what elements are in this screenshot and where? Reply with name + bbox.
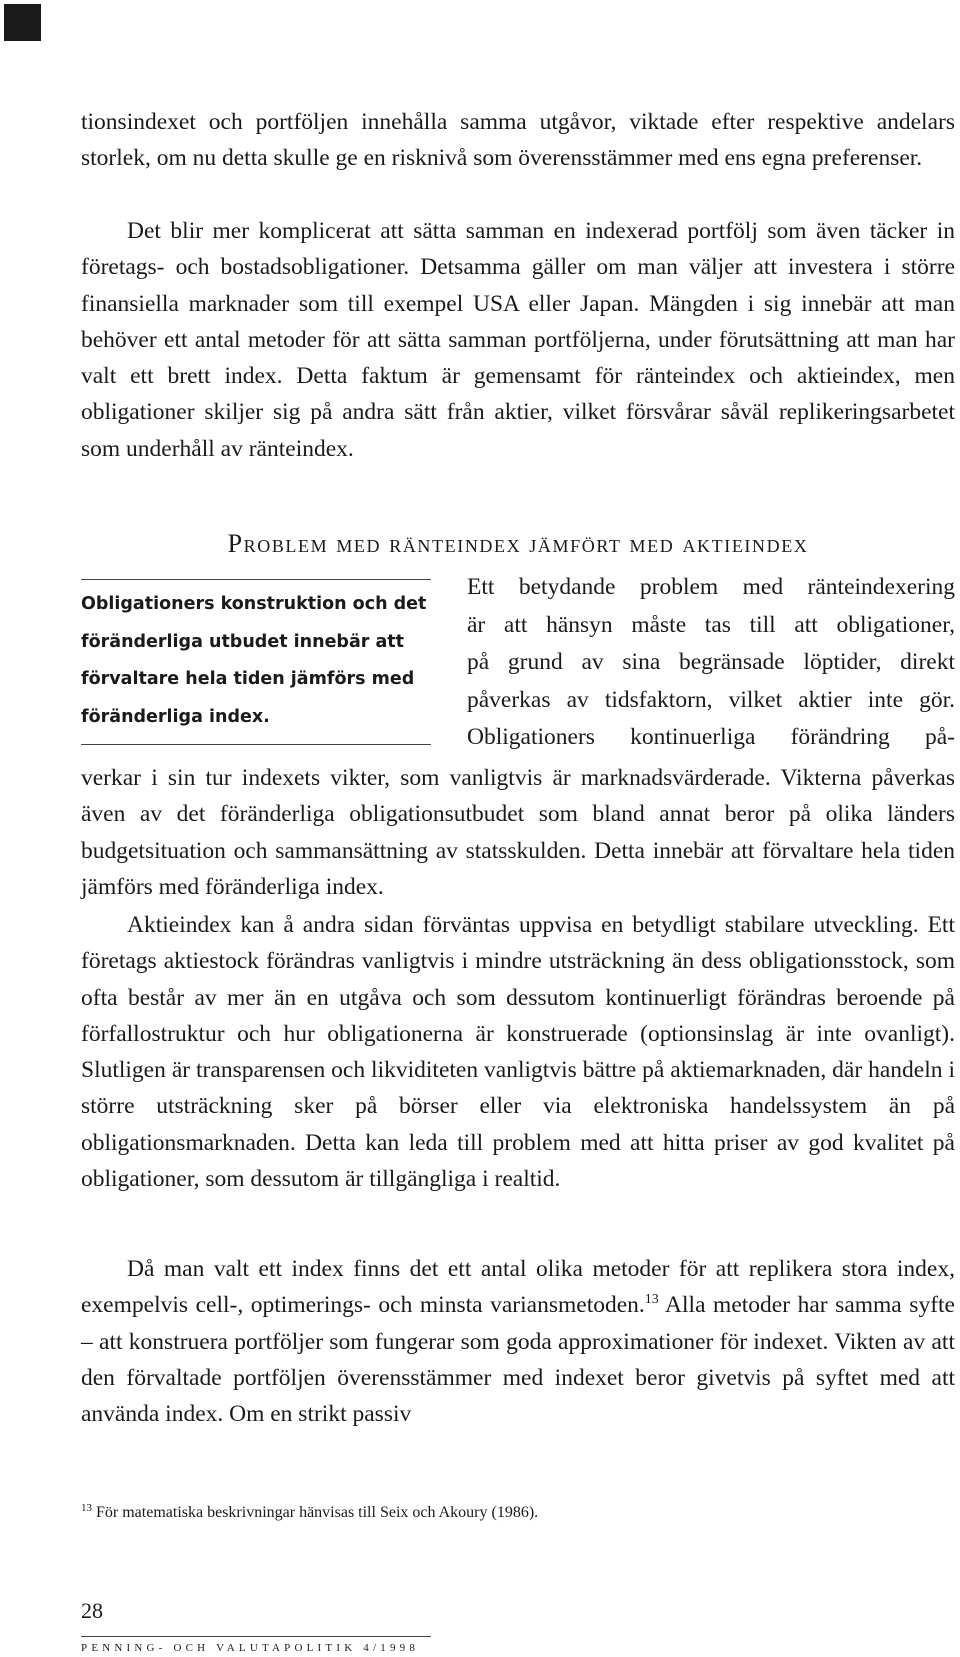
body-paragraph-1: tionsindexet och portföljen innehålla samma utgåvor, viktade efter respektive andelars storlek, om nu detta skulle ge en risknivå som överensstämmer med ens egna preferenser. — [81, 109, 955, 172]
body-paragraph-5 — [81, 1251, 955, 1432]
side-line-4: påverkas av tidsfaktorn, vilket aktier inte gör. — [467, 686, 955, 713]
body-paragraph-2: Det blir mer komplicerat att sätta samman en indexerad portfölj som även täcker in företags- och bostadsobligationer. Detsamma gäller om man väljer att investera i större finansiella marknader som till exempel USA eller Japan. Mängden i sig innebär att man behöver ett antal metoder för att sätta samman portföljerna, under förutsättning att man har valt ett brett index. Detta faktum är gemensamt för ränteindex och aktieindex, men obligationer skiljer sig på andra sätt från aktier, vilket försvårar såväl replikeringsarbetet som underhåll av ränteindex. — [81, 218, 955, 462]
footer-rule — [81, 1636, 431, 1637]
section-heading: Problem med ränteindex jämfört med aktieindex — [227, 529, 809, 558]
footnote-number: 13 — [81, 1502, 92, 1514]
pull-quote-bottom-rule — [81, 744, 431, 745]
side-line-5: Obligationers kontinuerliga förändring på- — [467, 724, 955, 750]
side-column-text — [467, 569, 955, 757]
body-paragraph-3: verkar i sin tur indexets vikter, som vanligtvis är marknadsvärderade. Vikterna påverkas även av det föränderliga obligationsutbudet som bland annat beror på olika länders budgetsituation och sammansättning av statsskulden. Detta innebär att förvaltare hela tiden jämförs med föränderliga index. — [81, 765, 955, 900]
side-line-1: Ett betydande problem med ränteindexering — [467, 574, 955, 600]
side-line-2: är att hänsyn måste tas till att obligationer, — [467, 611, 955, 638]
page-number: 28 — [81, 1598, 103, 1623]
paragraph-5-text-end: Alla metoder har samma syfte – att konstruera portföljer som fungerar som goda approximationer för indexet. Vikten av att den förvaltade portföljen överensstämmer med indexet beror givetvis på syftet med att använda index. Om en strikt passiv — [81, 1292, 955, 1428]
pull-quote-top-rule — [81, 579, 431, 580]
footnote-text: För matematiska beskrivningar hänvisas till Seix och Akoury (1986). — [92, 1504, 539, 1521]
side-line-3: på grund av sina begränsade löptider, direkt — [467, 649, 955, 675]
pull-quote: Obligationers konstruktion och det föränderliga utbudet innebär att förvaltare hela tiden jämförs med föränderliga index. — [81, 594, 427, 727]
paragraph-5-text-start: Då man valt ett index finns det ett antal olika metoder för att replikera stora index, exempelvis cell-, optimerings- och minsta variansmetoden. — [81, 1256, 955, 1319]
corner-marker — [4, 4, 41, 41]
body-paragraph-4: Aktieindex kan å andra sidan förväntas uppvisa en betydligt stabilare utveckling. Ett företags aktiestock förändras vanligtvis i mindre utsträckning än dess obligationsstock, som ofta består av mer än en utgåva och som dessutom kontinuerligt förändras beroende på förfallostruktur och hur obligationerna är konstruerade (optionsinslag är inte ovanligt). Slutligen är transparensen och likviditeten vanligtvis bättre på aktiemarknaden, där handeln i större utsträckning sker på börser eller via elektroniska handelssystem än på obligationsmarknaden. Detta kan leda till problem med att hitta priser av god kvalitet på obligationer, som dessutom är tillgängliga i realtid. — [81, 912, 955, 1193]
footnote — [81, 1503, 955, 1523]
journal-title: PENNING- OCH VALUTAPOLITIK 4/1998 — [81, 1642, 420, 1654]
footnote-reference: 13 — [644, 1292, 659, 1308]
